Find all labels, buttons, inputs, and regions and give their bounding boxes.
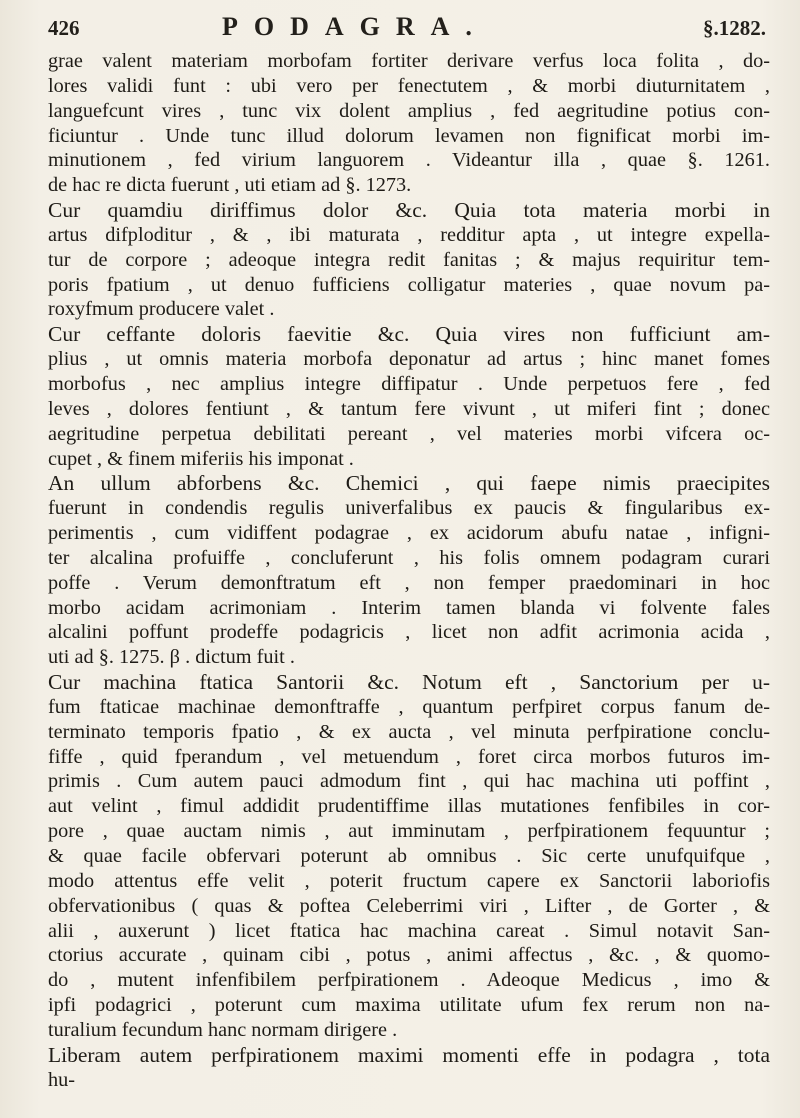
text-line: fiffe , quid fperandum , vel metuendum , foret circa morbos futuros im-	[48, 745, 770, 768]
page-number: 426	[48, 16, 80, 40]
text-line: minutionem , fed virium languorem . Videantur illa , quae §. 1261.	[48, 149, 770, 172]
text-line: modo attentus effe velit , poterit fructum capere ex Sanctorii laboriofis	[48, 869, 770, 892]
paragraph-lemma-line: Cur machina ftatica Santorii &c. Notum eft , Sanctorium per u-	[48, 670, 770, 695]
text-line: terminato temporis fpatio , & ex aucta , vel minuta perfpiratione conclu-	[48, 720, 770, 743]
text-line: poffe . Verum demonftratum eft , non femper praedominari in hoc	[48, 571, 770, 594]
text-line: pore , quae auctam nimis , aut imminutam , perfpirationem fequuntur ;	[48, 820, 770, 843]
text-line: ficiuntur . Unde tunc illud dolorum levamen non fignificat morbi im-	[48, 124, 770, 147]
text-line: alii , auxerunt ) licet ftatica hac machina careat . Simul notavit San-	[48, 919, 770, 942]
text-line: & quae facile obfervari poterunt ab omnibus . Sic certe unufquifque ,	[48, 845, 770, 867]
text-line: artus difploditur , & , ibi maturata , redditur apta , ut integre expella-	[48, 223, 770, 246]
text-line: primis . Cum autem pauci admodum fint , qui hac machina uti poffint ,	[48, 770, 770, 793]
text-line: ter alcalina profuiffe , concluferunt , his folis omnem podagram curari	[48, 546, 770, 569]
text-line: leves , dolores fentiunt , & tantum fere vivunt , ut miferi fint ; donec	[48, 397, 770, 420]
text-line: languefcunt vires , tunc vix dolent amplius , fed aegritudine potius con-	[48, 99, 770, 122]
text-line: poris fpatium , ut denuo fufficiens colligatur materies , quae novum pa-	[48, 273, 770, 296]
text-line: Liberam autem perfpirationem maximi momenti effe in podagra , tota	[48, 1042, 770, 1067]
text-line: morbofus , nec amplius integre diffipatur . Unde perpetuos fere , fed	[48, 372, 770, 395]
text-line: plius , ut omnis materia morbofa deponatur ad artus ; hinc manet fomes	[48, 348, 770, 371]
text-line: turalium fecundum hanc normam dirigere .	[48, 1018, 398, 1041]
text-line: de hac re dicta fuerunt , uti etiam ad §. 1273.	[48, 174, 412, 197]
text-line: fuerunt in condendis regulis univerfalibus ex paucis & fingularibus ex-	[48, 497, 770, 520]
paragraph-lemma-line: Cur quamdiu diriffimus dolor &c. Quia tota materia morbi in	[48, 198, 770, 223]
page-header	[48, 12, 766, 48]
text-line: morbo acidam acrimoniam . Interim tamen blanda vi folvente fales	[48, 596, 770, 619]
text-line: cupet , & finem miferiis his imponat .	[48, 447, 354, 470]
running-title: PODAGRA.	[222, 12, 488, 41]
text-line: perimentis , cum vidiffent podagrae , ex acidorum abufu natae , infigni-	[48, 522, 770, 545]
text-line: aegritudine perpetua debilitati pereant , vel materies morbi vifcera oc-	[48, 422, 770, 445]
text-line: obfervationibus ( quas & poftea Celeberrimi viri , Lifter , de Gorter , &	[48, 894, 770, 917]
section-number: §.1282.	[703, 16, 766, 40]
text-line: grae valent materiam morbofam fortiter derivare verfus loca folita , do-	[48, 50, 770, 72]
text-line: alcalini poffunt prodeffe podagricis , licet non adfit acrimonia acida ,	[48, 621, 770, 644]
paragraph-lemma-line: Cur ceffante doloris faevitie &c. Quia vires non fufficiunt am-	[48, 322, 770, 347]
catchword: hu-	[48, 1068, 76, 1091]
text-line: do , mutent infenfibilem perfpirationem . Adeoque Medicus , imo &	[48, 969, 770, 992]
text-line: fum ftaticae machinae demonftraffe , quantum perfpiret corpus fanum de-	[48, 695, 770, 718]
text-line: ctorius accurate , quinam cibi , potus , animi affectus , &c. , & quomo-	[48, 944, 770, 967]
paragraph-lemma-line: An ullum abforbens &c. Chemici , qui faepe nimis praecipites	[48, 471, 770, 496]
text-line: tur de corpore ; adeoque integra redit fanitas ; & majus requiritur tem-	[48, 248, 770, 271]
text-line: aut velint , fimul addidit prudentiffime illas mutationes fenfibiles in cor-	[48, 795, 770, 818]
text-line: uti ad §. 1275. β . dictum fuit .	[48, 646, 295, 669]
body-text	[48, 49, 770, 1092]
text-line: ipfi podagrici , poterunt cum maxima utilitate ufum fex rerum non na-	[48, 994, 770, 1017]
text-line: roxyfmum producere valet .	[48, 298, 275, 321]
text-line: lores validi funt : ubi vero per fenectutem , & morbi diuturnitatem ,	[48, 74, 770, 97]
